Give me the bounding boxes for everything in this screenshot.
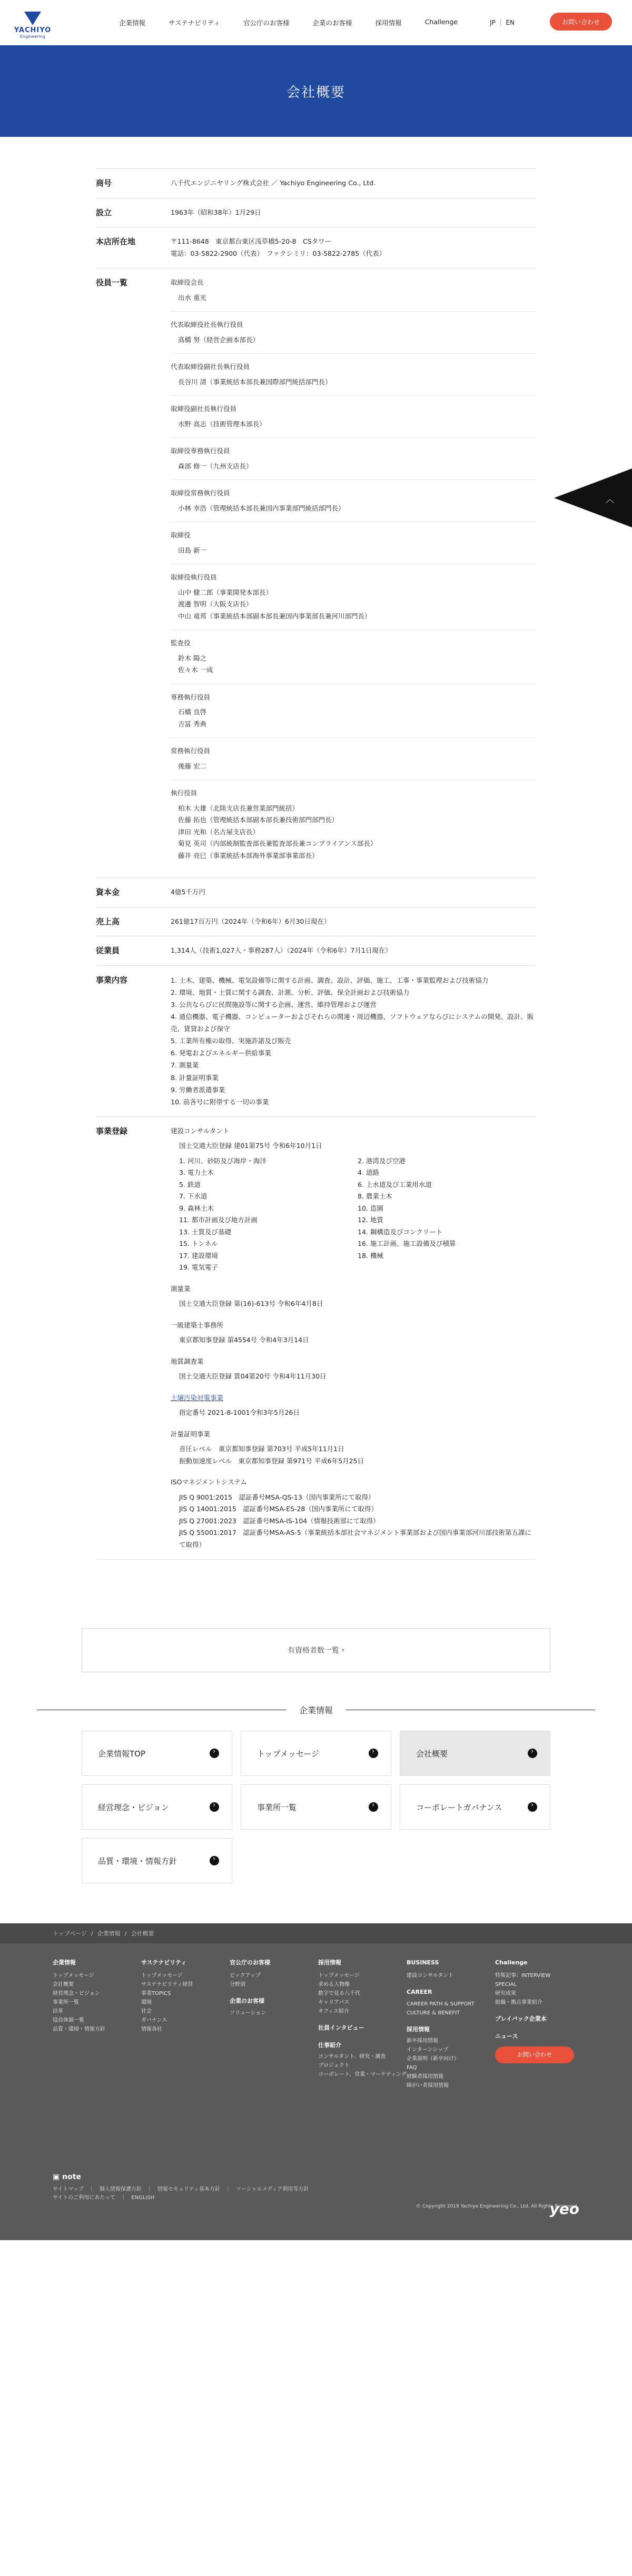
consultant-field: 9. 森林土木 [179,1204,214,1212]
officer-name: 佐々木 一成 [178,666,213,674]
officer-position: 執行役員 [171,789,197,797]
note-logo[interactable]: ▣ note [53,2173,81,2182]
row-established [96,198,536,227]
footer-link[interactable]: トップメッセージ [53,1973,94,1979]
officer-group [171,738,536,780]
officer-name: 柏木 大雄（北陸支店長兼営業部門統括） [178,804,299,812]
officer-position: 取締役 [171,531,191,539]
row-label: 役員一覧 [96,278,128,287]
officer-position: 監査役 [171,639,191,647]
footer-link[interactable]: トップメッセージ [318,1973,360,1979]
footer-column [141,1958,230,2090]
corp-card[interactable] [400,1784,550,1830]
iso-list [171,1492,536,1551]
row-capital [96,877,536,907]
officer-name: 山中 健二郎（事業開発本部長） [178,588,272,596]
iso-item: JIS Q 27001:2023 認証番号MSA-IS-104（情報技術部にて取得） [179,1516,380,1525]
footer-link[interactable]: 障がい者採用情報 [407,2083,449,2089]
corp-card[interactable] [241,1784,391,1830]
footer-link[interactable]: コンサルタント、研究・調査 [318,2054,386,2060]
footer-link[interactable]: インターンシップ [407,2047,448,2053]
footer-link[interactable]: 会社概要 [53,1982,74,1988]
logo-name: YACHIYO [14,26,52,34]
page-title: 会社概要 [286,84,345,101]
officer-name: 森部 修一（九州支店長） [178,462,253,470]
footer-link[interactable]: 経験者採用情報 [407,2074,443,2080]
corp-card[interactable] [82,1731,232,1776]
soil-link[interactable]: 土壌汚染対策事業 [171,1393,224,1402]
reg-detail: 国土交通大臣登録 第(16)-613号 令和6年4月8日 [179,1300,323,1308]
row-employees [96,936,536,965]
footer-link[interactable]: FAQ [407,2065,417,2071]
corp-card-label: 品質・環境・情報方針 [98,1856,177,1866]
officer-group [171,684,536,738]
footer-heading[interactable]: 企業情報 [53,1959,76,1966]
nav-item-government[interactable]: 官公庁のお客様 [243,19,290,27]
row-label: 従業員 [96,946,120,955]
officer-position: 代表取締役社長執行役員 [171,321,243,328]
overview-table [96,137,536,1560]
officer-position: 専務執行役員 [171,693,211,701]
footer-column [495,1958,584,2090]
officer-position: 代表取締役副社長執行役員 [171,363,250,371]
reg-title: 建設コンサルタント [171,1126,230,1135]
footer-link[interactable]: サステナビリティ経営 [141,1982,193,1988]
officer-name: 津田 光和（名古屋支店長） [178,827,259,836]
consultant-field: 10. 造園 [358,1204,383,1212]
consultant-field: 15. トンネル [179,1240,218,1248]
page-hero [0,45,632,137]
officer-name: 佐藤 拓也（管理統括本部副本部長兼技術部門部門長） [178,816,338,824]
footer-link[interactable]: 品質・環境・情報方針 [53,2026,105,2033]
footer-link[interactable]: 研究成果 [495,1991,516,1997]
officer-group [171,630,536,684]
footer-column [53,1958,141,2090]
language-switch[interactable]: JP ｜ EN [490,19,515,26]
row-label: 売上高 [96,916,120,926]
reg-title: 計量証明事業 [171,1430,211,1438]
consultant-fields [171,1155,536,1274]
corp-card-label: 会社概要 [416,1749,448,1759]
business-item: 5. 工業所有権の取得、実施許諾及び販売 [171,1037,291,1045]
hq-phone: 電話：03-5822-2900（代表） ファクシミリ：03-5822-2785（代表） [171,249,386,257]
officer-position: 取締役副社長執行役員 [171,405,237,413]
consultant-field: 5. 鉄道 [179,1180,201,1189]
breadcrumb-sep: / [91,1930,93,1937]
row-label: 資本金 [96,887,120,897]
business-item: 6. 発電およびエネルギー供給事業 [171,1049,271,1057]
arrow-right-icon [528,1802,537,1812]
officer-group [171,564,536,630]
footer-link[interactable]: 求める人物像 [318,1982,350,1988]
officer-position: 常務執行役員 [171,747,211,755]
reg-title: 測量業 [171,1284,191,1293]
consultant-field: 17. 建設環境 [179,1251,218,1260]
footer-columns [53,1958,584,2090]
footer-links-row2[interactable]: サイトのご利用にあたって ｜ ENGLISH [53,2195,155,2201]
footer-link[interactable]: SPECIAL [495,1982,517,1988]
officer-group [171,480,536,522]
footer-heading[interactable]: 採用情報 [318,1959,341,1966]
footer-links[interactable] [53,2185,309,2202]
reg-title: 一級建築士事務所 [171,1321,224,1329]
nav-item-challenge[interactable]: Challenge [424,18,458,26]
officer-name: 高橋 努（経営企画本部長） [178,335,259,344]
footer-column [407,1958,495,2090]
site-footer [0,1943,632,2240]
footer-heading[interactable]: 企業のお客様 [230,1998,264,2005]
footer-heading[interactable]: 採用情報 [407,2025,430,2033]
reg-detail: 国土交通大臣登録 質04第20号 令和4年11月30日 [179,1372,327,1381]
footer-column [318,1958,407,2090]
consultant-field: 19. 電気電子 [179,1263,218,1272]
footer-link[interactable]: オフィス紹介 [318,2009,349,2015]
row-sales [96,907,536,936]
iso-item: JIS Q 9001:2015 認証番号MSA-QS-13（国内事業所にて取得） [179,1493,375,1501]
footer-link[interactable]: ピックアップ [230,1973,261,1979]
footer-link[interactable]: コーポレート、営業・マーケティング [318,2072,407,2078]
breadcrumb-item[interactable]: 企業情報 [97,1930,121,1938]
breadcrumb-sep: / [124,1930,127,1937]
officer-position: 取締役専務執行役員 [171,447,230,455]
reg-title: ISOマネジメントシステム [171,1478,247,1486]
breadcrumb-item[interactable]: トップページ [53,1930,87,1938]
reg-detail: 振動加速度レベル 東京都知事登録 第971号 平成6年5月25日 [179,1456,364,1465]
corp-card-label: 企業情報TOP [98,1749,146,1759]
officer-position: 取締役会長 [171,278,204,286]
chevron-right-icon: › [341,1646,345,1655]
consultant-field: 1. 河川、砂防及び海岸・海洋 [179,1156,266,1165]
corp-card-label: 事業所一覧 [257,1802,297,1812]
arrow-right-icon [210,1856,219,1865]
officer-name: 中山 竜邦（事業統括本部副本部長兼国内事業部長兼河川部門長） [178,612,371,620]
breadcrumb-item: 会社概要 [131,1930,154,1938]
footer-link[interactable]: 事業TOPICS [141,1991,171,1997]
officer-group [171,354,536,396]
footer-link[interactable]: 企業説明（新卒向け） [407,2056,459,2062]
corporate-info-heading [37,1704,595,1716]
footer-heading[interactable]: 仕事紹介 [318,2041,341,2049]
qualified-staff-link[interactable] [82,1628,550,1672]
footer-heading[interactable]: Challenge [495,1959,528,1966]
consultant-field: 8. 農業土木 [358,1192,392,1201]
consultant-field: 6. 上水道及び工業用水道 [358,1180,432,1189]
hq-address: 〒111-8648 東京都台東区浅草橋5-20-8 CSタワー [171,237,332,245]
officer-group [171,277,536,312]
row-company-name [96,168,536,198]
footer-heading[interactable]: 官公庁のお客様 [230,1959,270,1966]
business-item: 2. 環境、地質・土質に関する調査、計測、分析、評価、保全計画および技術協力 [171,988,410,996]
business-item: 3. 公共ならびに民間施設等に関する企画、運営、維持管理および運営 [171,1000,377,1009]
row-registrations [96,1116,536,1560]
nav-item-business[interactable]: 企業のお客様 [312,19,352,27]
nav-item-recruit[interactable]: 採用情報 [375,19,402,27]
consultant-field: 11. 都市計画及び地方計画 [179,1216,258,1224]
consultant-field: 18. 機械 [358,1251,383,1260]
footer-link[interactable]: CULTURE & BENEFIT [407,2010,460,2016]
officer-name: 出水 重光 [178,293,206,302]
row-label: 事業内容 [96,975,128,985]
footer-link[interactable]: 役員体制一覧 [53,2018,84,2024]
officer-position: 取締役執行役員 [171,573,217,581]
consultant-field: 12. 地質 [358,1216,383,1224]
copyright: © Copyright 2019 Yachiyo Engineering Co., Ltd. All Rights Reserved. [416,2204,579,2210]
officer-name: 藤井 亮巳（事業統括本部海外事業部事業部長） [178,851,319,860]
page-top-button[interactable] [554,468,632,527]
officer-name: 渡邊 智明（大阪支店長） [178,600,253,608]
row-value: 4億5千万円 [171,888,205,896]
footer-heading[interactable]: サステナビリティ [141,1959,187,1966]
arrow-right-icon [369,1802,378,1812]
footer-heading[interactable]: BUSINESS [407,1959,439,1966]
business-item: 7. 測量業 [171,1061,199,1070]
nav-item-corporate[interactable]: 企業情報 [119,19,146,27]
corp-card[interactable] [82,1784,232,1830]
arrow-right-icon [210,1749,219,1758]
business-item: 8. 計量証明事業 [171,1073,219,1082]
officer-position: 取締役常務執行役員 [171,489,230,497]
arrow-right-icon [528,1749,537,1758]
iso-item: JIS Q 14001:2015 認証番号MSA-ES-28（国内事業所にて取得） [179,1505,378,1513]
officer-name: 石橋 良啓 [178,708,206,716]
brand-mark: yeo [549,2200,579,2218]
corp-card[interactable] [400,1731,550,1776]
row-label: 設立 [96,207,112,217]
company-logo[interactable] [7,12,58,39]
row-label: 商号 [96,178,112,188]
footer-heading[interactable]: プレイバック企業本 [495,2015,547,2023]
officer-name: 吉冨 秀典 [178,720,206,728]
global-nav [119,18,481,27]
logo-mark-icon [22,12,43,25]
officer-name: 田島 新一 [178,546,206,554]
row-officers [96,268,536,877]
business-item: 10. 前各号に附帯する一切の事業 [171,1097,269,1106]
footer-link[interactable]: CAREER PATH & SUPPORT [407,2001,475,2007]
reg-detail: 音圧レベル 東京都知事登録 第703号 平成5年11月1日 [179,1445,344,1453]
officer-name: 鈴木 陽之 [178,654,206,662]
footer-link[interactable]: キャリアパス [318,2000,350,2006]
corp-card-label: 経営理念・ビジョン [98,1802,169,1812]
footer-link[interactable]: 経営理念・ビジョン [53,1991,100,1997]
footer-link[interactable]: 環境 [141,2000,152,2006]
section-title: 企業情報 [299,1705,333,1716]
iso-item: JIS Q 55001:2017 認証番号MSA-AS-5（事業統括本部社会マネジメント事業部および国内事業部河川部技術第五課にて取得） [179,1529,531,1549]
officer-name: 長谷川 清（事業統括本部長兼国際部門統括部門長） [178,377,332,386]
corp-card-label: コーポレートガバナンス [416,1802,502,1812]
footer-links-row1[interactable]: サイトマップ ｜ 個人情報保護方針 ｜ 情報セキュリティ基本方針 ｜ ソーシャルメディア利用等方針 [53,2186,309,2193]
footer-link[interactable]: 組織・拠点事業紹介 [495,2000,542,2006]
footer-link[interactable]: 数字で見る八千代 [318,1991,360,1997]
reg-title: 地質調査業 [171,1357,204,1365]
footer-link[interactable]: 情報各社 [141,2026,162,2033]
reg-detail: 東京都知事登録 第4554号 令和4年3月14日 [179,1336,309,1344]
breadcrumb [0,1923,632,1943]
arrow-right-icon [210,1802,219,1812]
row-value: 1963年（昭和38年）1月29日 [171,208,261,216]
footer-link[interactable]: プロジェクト [318,2063,350,2069]
officer-group [171,522,536,564]
registration-list [171,1125,536,1551]
business-item: 1. 土木、建築、機械、電気設備等に関する計画、調査、設計、評価、施工、工事・事業監理および技術協力 [171,976,489,984]
footer-link[interactable]: 建設コンサルタント [407,1973,454,1979]
footer-heading[interactable]: 社員インタビュー [318,2024,364,2032]
consultant-field: 2. 港湾及び空港 [358,1156,406,1165]
footer-link[interactable]: 沿革 [53,2009,63,2015]
arrow-right-icon [369,1749,378,1758]
officer-group [171,780,536,869]
officer-group [171,312,536,354]
consultant-field: 14. 鋼構造及びコンクリート [358,1227,443,1236]
nav-item-sustainability[interactable]: サステナビリティ [169,19,221,27]
footer-link[interactable]: 新卒採用情報 [407,2038,438,2044]
row-value: 261億17百万円（2024年（令和6年）6月30日現在） [171,917,331,925]
site-header [0,0,632,45]
footer-link[interactable]: 事業所一覧 [53,2000,79,2006]
consultant-field: 7. 下水道 [179,1192,208,1201]
row-headquarters [96,227,536,268]
consultant-field: 16. 施工計画、施工設備及び積算 [358,1240,456,1248]
qualified-link-label: 有資格者数一覧 [287,1646,339,1655]
footer-link[interactable]: ガバナンス [141,2018,167,2024]
logo-sub: Engineering [20,34,45,39]
business-list [171,974,536,1108]
consultant-field: 13. 土質及び基礎 [179,1227,231,1236]
reg-detail: 国土交通大臣登録 建01第75号 令和6年10月1日 [179,1142,322,1150]
note-label: note [62,2173,81,2182]
officer-list [171,277,536,869]
footer-heading[interactable]: ニュース [495,2032,518,2040]
footer-link[interactable]: トップメッセージ [141,1973,183,1979]
officer-name: 菊見 英司（内部統制監査部長兼監査部長兼コンプライアンス部長） [178,840,377,847]
officer-name: 水野 高志（技術管理本部長） [178,420,266,428]
row-value: 八千代エンジニヤリング株式会社 ／ Yachiyo Engineering Co., Ltd. [171,179,376,187]
officer-group [171,396,536,438]
row-value: 1,314人（技術1,027人・事務287人）（2024年（令和6年）7月1日現在） [171,946,392,954]
contact-button[interactable]: お問い合わせ [550,13,612,31]
corp-card[interactable] [241,1731,391,1776]
footer-heading[interactable]: CAREER [407,1989,432,1996]
row-value [171,236,536,259]
footer-bottom [53,2173,579,2218]
footer-contact-button[interactable]: お問い合わせ [495,2046,574,2063]
footer-link[interactable]: ソリューション [230,2010,266,2016]
footer-link[interactable]: 社会 [141,2009,152,2015]
row-business [96,965,536,1116]
officer-group [171,438,536,480]
footer-link[interactable]: 分野別 [230,1982,245,1988]
consultant-field: 4. 道路 [358,1169,379,1177]
corp-card-label: トップメッセージ [257,1749,320,1759]
corp-card[interactable] [82,1838,232,1883]
officer-name: 小林 幸浩（管理統括本部長兼国内事業部門統括部門長） [178,504,345,512]
officer-name: 後藤 宏二 [178,762,206,770]
consultant-field: 3. 電力土木 [179,1169,214,1177]
footer-link[interactable]: 特集記事：INTERVIEW [495,1973,551,1979]
business-item: 4. 通信機器、電子機器、コンピューターおよびそれらの関連・周辺機器、ソフトウェアならびにシステムの開発、設計、販売、賃貸および保守 [171,1012,534,1033]
business-item: 9. 労働者派遣事業 [171,1085,225,1094]
corporate-info-cards [82,1731,550,1883]
row-label: 本店所在地 [96,237,136,246]
chevron-up-icon: ︿ [605,494,614,504]
footer-column [230,1958,318,2090]
reg-detail: 指定番号 2021-8-1001令和3年5月26日 [179,1409,300,1417]
row-label: 事業登録 [96,1126,128,1136]
